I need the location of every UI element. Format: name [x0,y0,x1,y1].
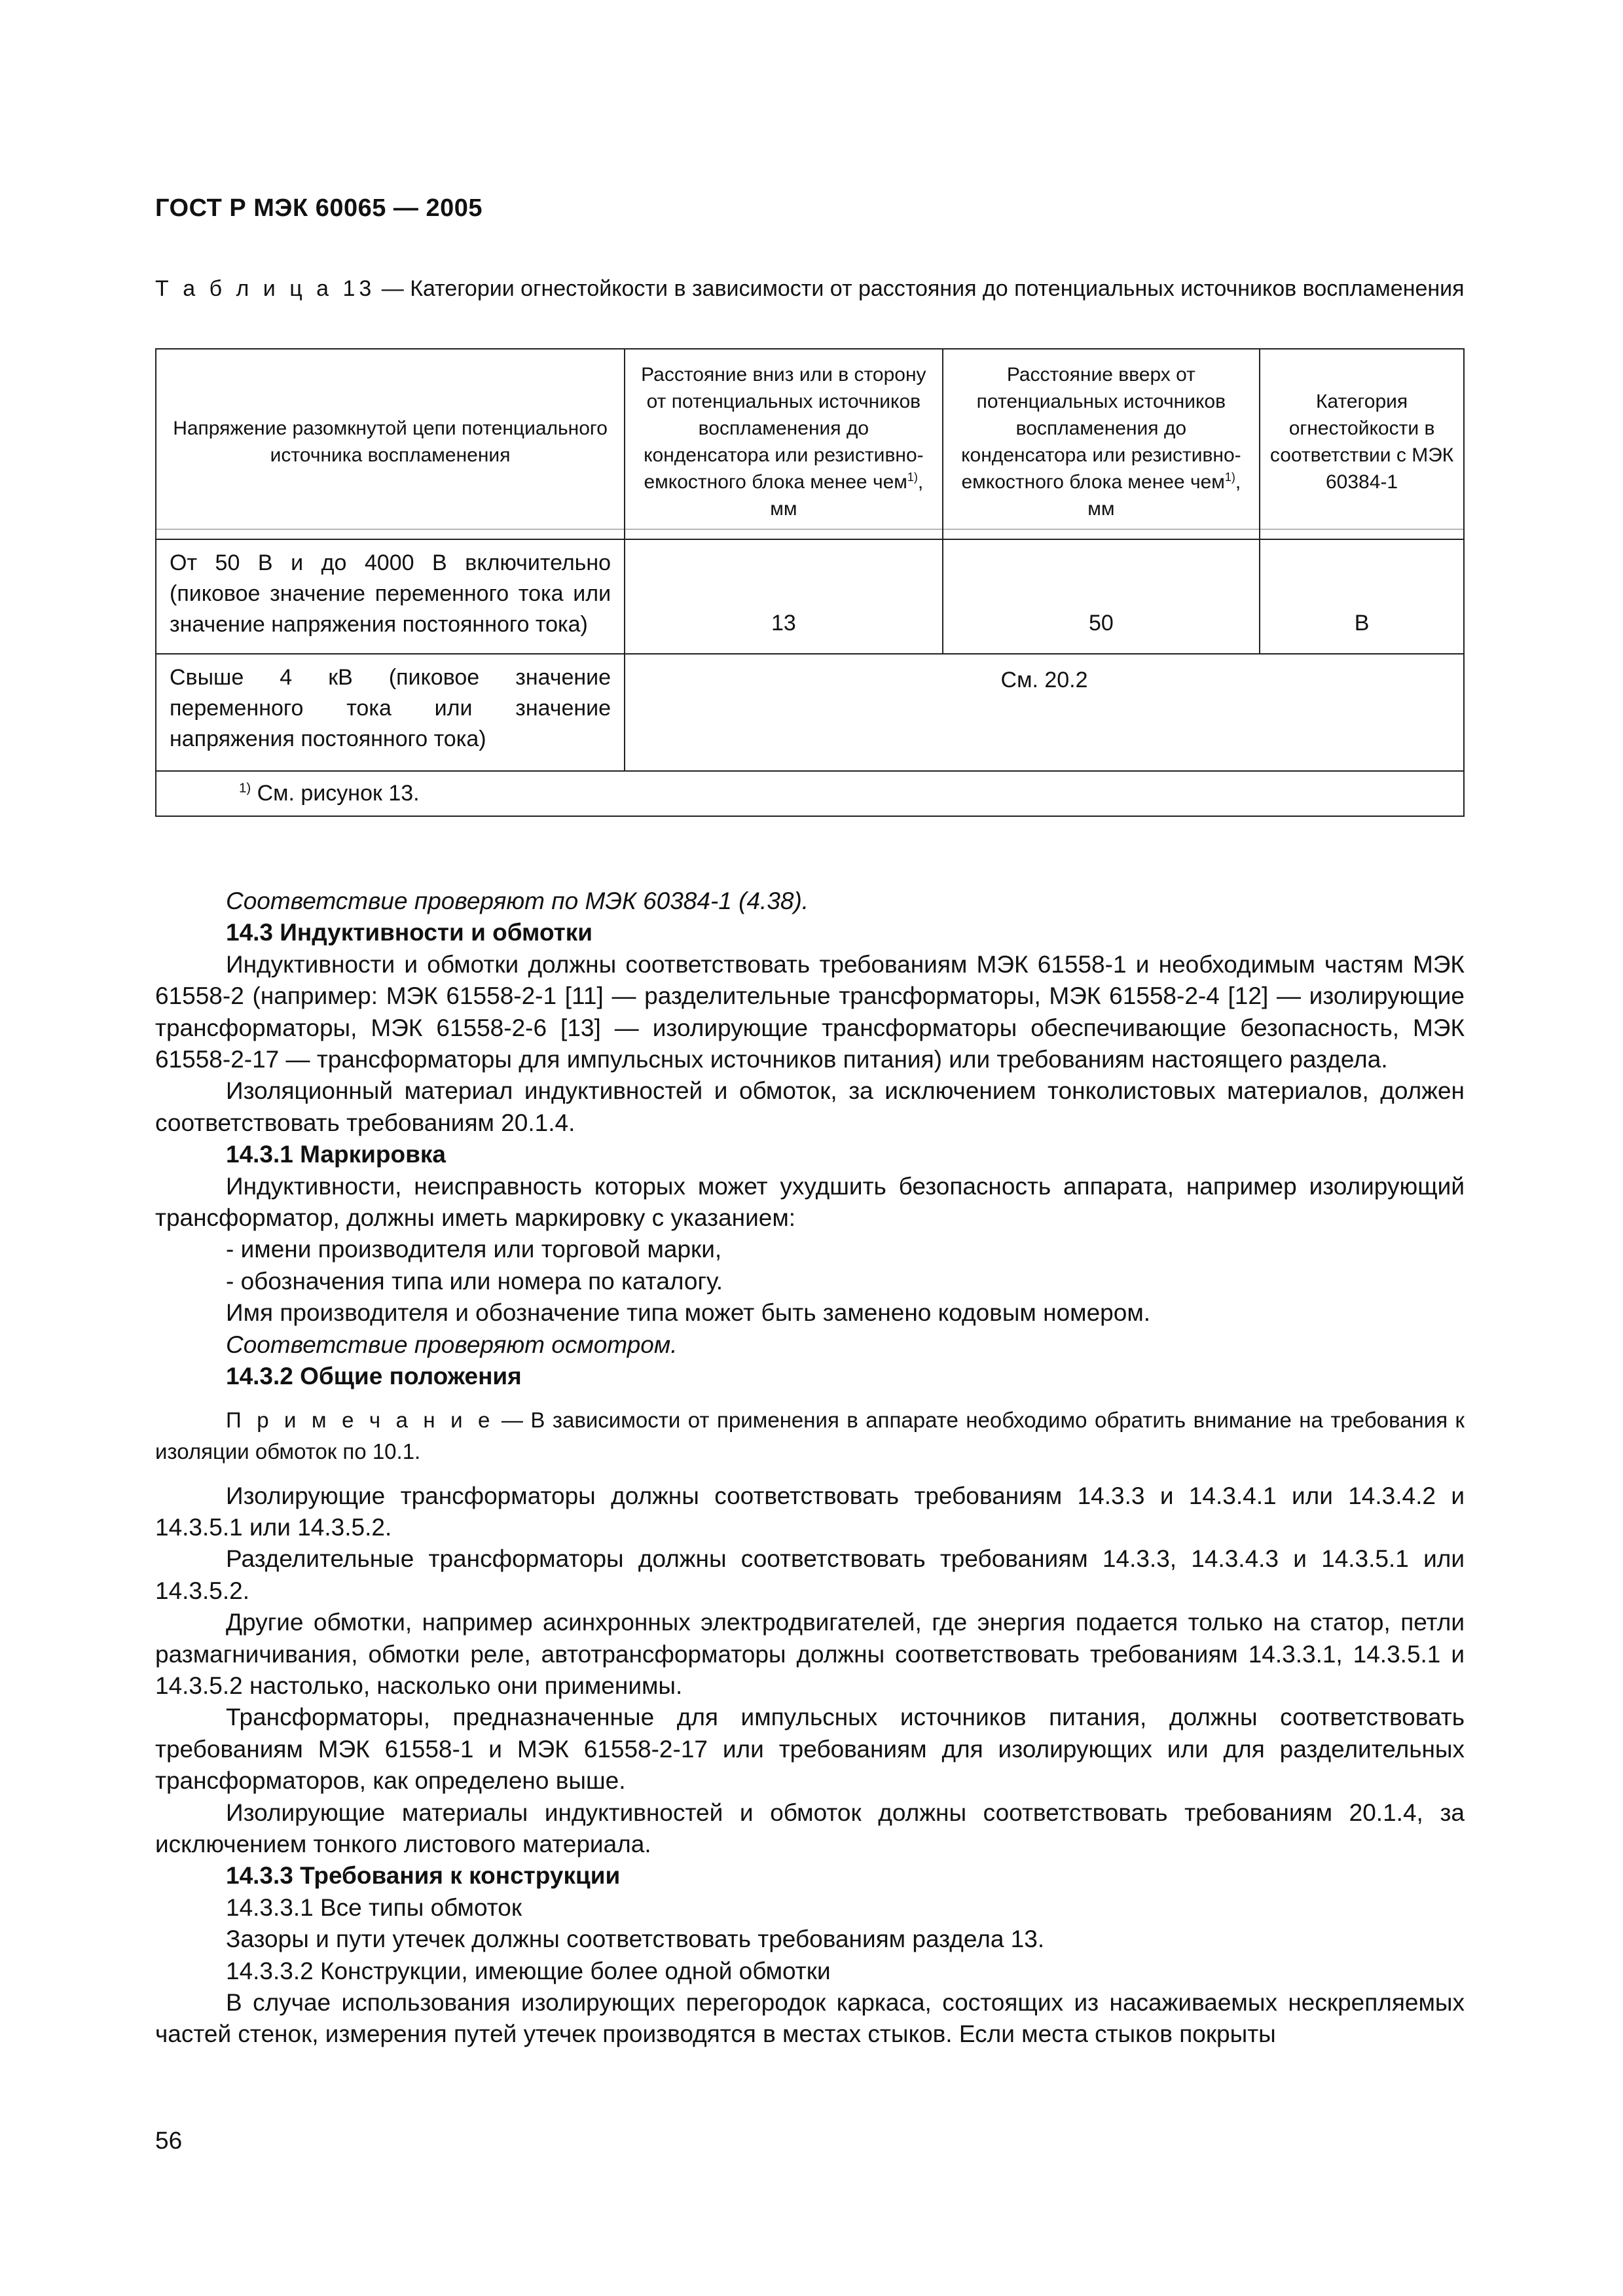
compliance-check-iec60384: Соответствие проверяют по МЭК 60384-1 (4.38). [226,888,809,914]
body-text [155,886,1465,2051]
header-distance-down-unit: , мм [770,471,924,520]
table-header-row [156,349,1464,529]
row2-reference: См. 20.2 [625,654,1464,771]
row1-distance-down: 13 [625,539,943,654]
table-header-spacer [156,529,1464,540]
subsection-14-3-3-1-heading: 14.3.3.1 Все типы обмоток [226,1893,522,1921]
header-distance-down [625,349,943,529]
paragraph: Индуктивности, неисправность которых может ухудшить безопасность аппарата, например изолирующий трансформатор, должны иметь маркировку с указанием: [155,1172,1465,1232]
header-distance-down-footnote: 1) [907,471,918,484]
standard-header: ГОСТ Р МЭК 60065 — 2005 [155,194,483,222]
compliance-check-inspection: Соответствие проверяют осмотром. [226,1331,678,1358]
table-footnote [156,771,1464,816]
table-row [156,539,1464,654]
row1-distance-up: 50 [943,539,1260,654]
page-number: 56 [155,2127,183,2154]
section-14-3-1-heading: 14.3.1 Маркировка [226,1141,446,1168]
note-label: П р и м е ч а н и е [226,1407,494,1432]
section-14-3-2-heading: 14.3.2 Общие положения [226,1363,522,1390]
header-distance-up-footnote: 1) [1224,471,1235,484]
table-footnote-mark: 1) [239,781,251,796]
table-caption-label: Т а б л и ц а 13 [155,276,376,301]
row1-category: B [1260,539,1464,654]
paragraph: Изоляционный материал индуктивностей и обмоток, за исключением тонколистовых материалов, должен соответствовать требованиям 20.1.4. [155,1077,1465,1136]
paragraph: В случае использования изолирующих перегородок каркаса, состоящих из насаживаемых нескрепляемых частей стенок, измерения путей утечек производятся в местах стыков. Если места стыков покрыты [155,1989,1465,2048]
paragraph: Индуктивности и обмотки должны соответствовать требованиям МЭК 61558-1 и необходимым частям МЭК 61558-2 (например: МЭК 61558-2-1 [11] — разделительные трансформаторы, МЭК 61558-2-4 [12] — изолирующие трансформаторы, МЭК 61558-2-6 [13] — изолирующие трансформаторы обеспечивающие безопасность, МЭК 61558-2-17 — трансформаторы для импульсных источников питания) или требованиям настоящего раздела. [155,950,1465,1073]
row2-voltage-label: Свыше 4 кВ (пиковое значение переменного тока или значение напряжения постоянного тока) [156,654,625,771]
subsection-14-3-3-2-heading: 14.3.3.2 Конструкции, имеющие более одной обмотки [226,1957,831,1984]
section-14-3-heading: 14.3 Индуктивности и обмотки [226,919,593,946]
section-14-3-3-heading: 14.3.3 Требования к конструкции [226,1862,621,1890]
row1-voltage-label: От 50 В и до 4000 В включительно (пиковое значение переменного тока или значение напряжения постоянного тока) [156,539,625,654]
list-item: - имени производителя или торговой марки, [226,1236,722,1263]
header-distance-down-text: Расстояние вниз или в сторону от потенциальных источников воспламенения до конденсатора или резистивно-емкостного блока менее чем [641,364,926,493]
paragraph: Разделительные трансформаторы должны соответствовать требованиям 14.3.3, 14.3.4.3 и 14.3.5.1 или 14.3.5.2. [155,1545,1465,1604]
table-row [156,654,1464,771]
paragraph: Изолирующие трансформаторы должны соответствовать требованиям 14.3.3 и 14.3.4.1 или 14.3.4.2 и 14.3.5.1 или 14.3.5.2. [155,1482,1465,1541]
table-footnote-text: См. рисунок 13. [251,781,420,806]
header-voltage: Напряжение разомкнутой цепи потенциального источника воспламенения [156,349,625,529]
header-distance-up-unit: , мм [1087,471,1241,520]
header-distance-up-text: Расстояние вверх от потенциальных источников воспламенения до конденсатора или резистивно-емкостного блока менее чем [961,364,1241,493]
paragraph: Трансформаторы, предназначенные для импульсных источников питания, должны соответствовать требованиям МЭК 61558-1 и МЭК 61558-2-17 или требованиям для изолирующих или для разделительных трансформаторов, как определено выше. [155,1704,1465,1795]
table-caption [155,274,1465,304]
list-item: - обозначения типа или номера по каталогу. [226,1267,723,1295]
table-caption-text: — Категории огнестойкости в зависимости от расстояния до потенциальных источников воспламенения [375,276,1465,301]
header-distance-up [943,349,1260,529]
header-category: Категория огнестойкости в соответствии с МЭК 60384-1 [1260,349,1464,529]
paragraph: Изолирующие материалы индуктивностей и обмоток должны соответствовать требованиям 20.1.4, за исключением тонкого листового материала. [155,1799,1465,1857]
paragraph: Имя производителя и обозначение типа может быть заменено кодовым номером. [226,1299,1151,1327]
table-footnote-row [156,771,1464,816]
note-text: — В зависимости от применения в аппарате необходимо обратить внимание на требования к изоляции обмоток по 10.1. [155,1407,1465,1463]
paragraph: Другие обмотки, например асинхронных электродвигателей, где энергия подается только на статор, петли размагничивания, обмотки реле, автотрансформаторы должны соответствовать требованиям 14.3.3.1, 14.3.5.1 и 14.3.5.2 настолько, насколько они применимы. [155,1609,1465,1699]
fire-resistance-table [155,348,1465,817]
note-paragraph [155,1405,1465,1467]
paragraph: Зазоры и пути утечек должны соответствовать требованиям раздела 13. [226,1926,1045,1953]
